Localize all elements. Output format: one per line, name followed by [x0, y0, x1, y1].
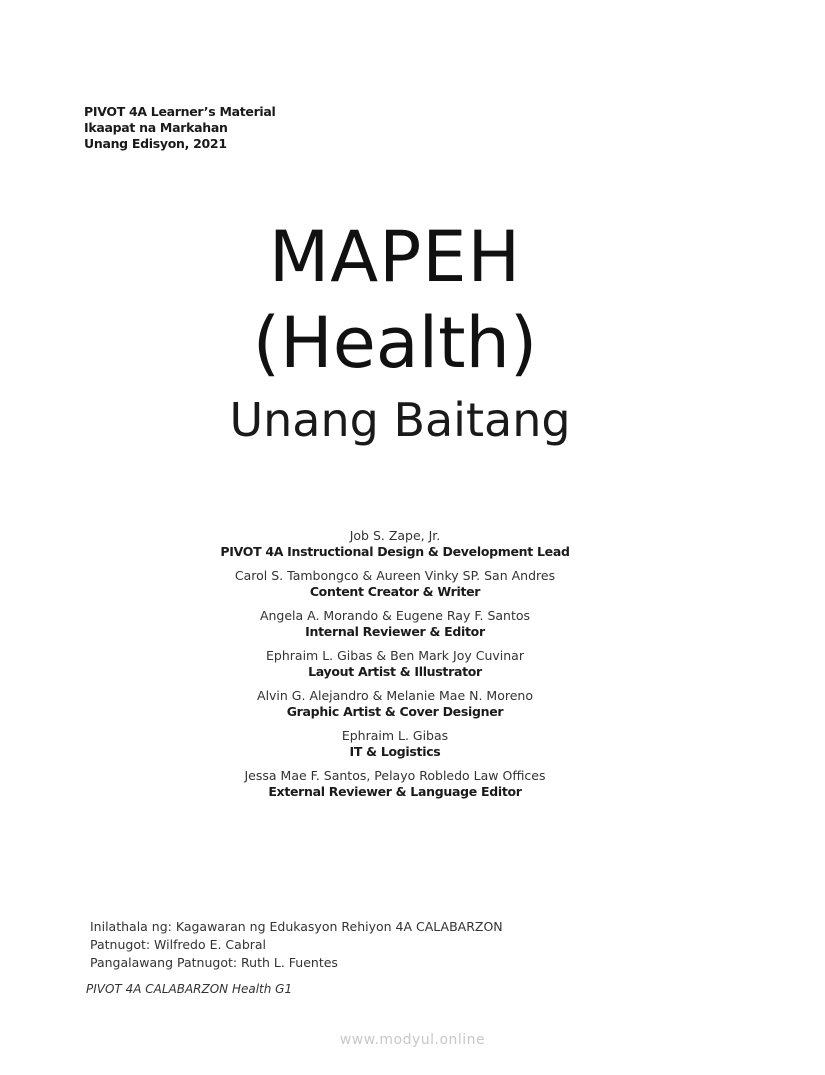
credit-entry: [0, 768, 790, 800]
subject-title: MAPEH: [268, 216, 522, 298]
component-title: (Health): [252, 302, 538, 384]
grade-title: Unang Baitang: [229, 393, 571, 447]
credit-entry: [0, 608, 790, 640]
credit-entry: [0, 688, 790, 720]
credit-entry: [0, 648, 790, 680]
publisher-line: Inilathala ng: Kagawaran ng Edukasyon Rehiyon 4A CALABARZON: [90, 919, 503, 934]
credit-entry: [0, 728, 790, 760]
credit-name: Alvin G. Alejandro & Melanie Mae N. Moreno: [257, 688, 533, 703]
credit-role: External Reviewer & Language Editor: [268, 784, 522, 799]
credit-role: PIVOT 4A Instructional Design & Development Lead: [220, 544, 570, 559]
header-line-edition: Unang Edisyon, 2021: [84, 136, 227, 151]
publication-info: [90, 918, 503, 972]
credit-role: Internal Reviewer & Editor: [305, 624, 485, 639]
credits-list: [0, 528, 790, 808]
material-header: [84, 104, 276, 152]
credit-name: Carol S. Tambongco & Aureen Vinky SP. San Andres: [234, 568, 556, 583]
director-line: Patnugot: Wilfredo E. Cabral: [90, 937, 267, 952]
header-line-material: PIVOT 4A Learner’s Material: [84, 104, 276, 119]
credit-role: Layout Artist & Illustrator: [308, 664, 482, 679]
credit-entry: [0, 528, 790, 560]
header-line-quarter: Ikaapat na Markahan: [84, 120, 228, 135]
credit-role: IT & Logistics: [349, 744, 441, 759]
credit-role: Content Creator & Writer: [309, 584, 481, 599]
credit-name: Angela A. Morando & Eugene Ray F. Santos: [259, 608, 531, 623]
credit-role: Graphic Artist & Cover Designer: [286, 704, 504, 719]
credit-name: Ephraim L. Gibas: [341, 728, 449, 743]
credit-entry: [0, 568, 790, 600]
credit-name: Job S. Zape, Jr.: [349, 528, 441, 543]
watermark: www.modyul.online: [339, 1032, 486, 1048]
assistant-director-line: Pangalawang Patnugot: Ruth L. Fuentes: [90, 955, 338, 970]
series-label: PIVOT 4A CALABARZON Health G1: [86, 982, 293, 996]
credit-name: Jessa Mae F. Santos, Pelayo Robledo Law Offices: [244, 768, 546, 783]
credit-name: Ephraim L. Gibas & Ben Mark Joy Cuvinar: [266, 648, 524, 663]
